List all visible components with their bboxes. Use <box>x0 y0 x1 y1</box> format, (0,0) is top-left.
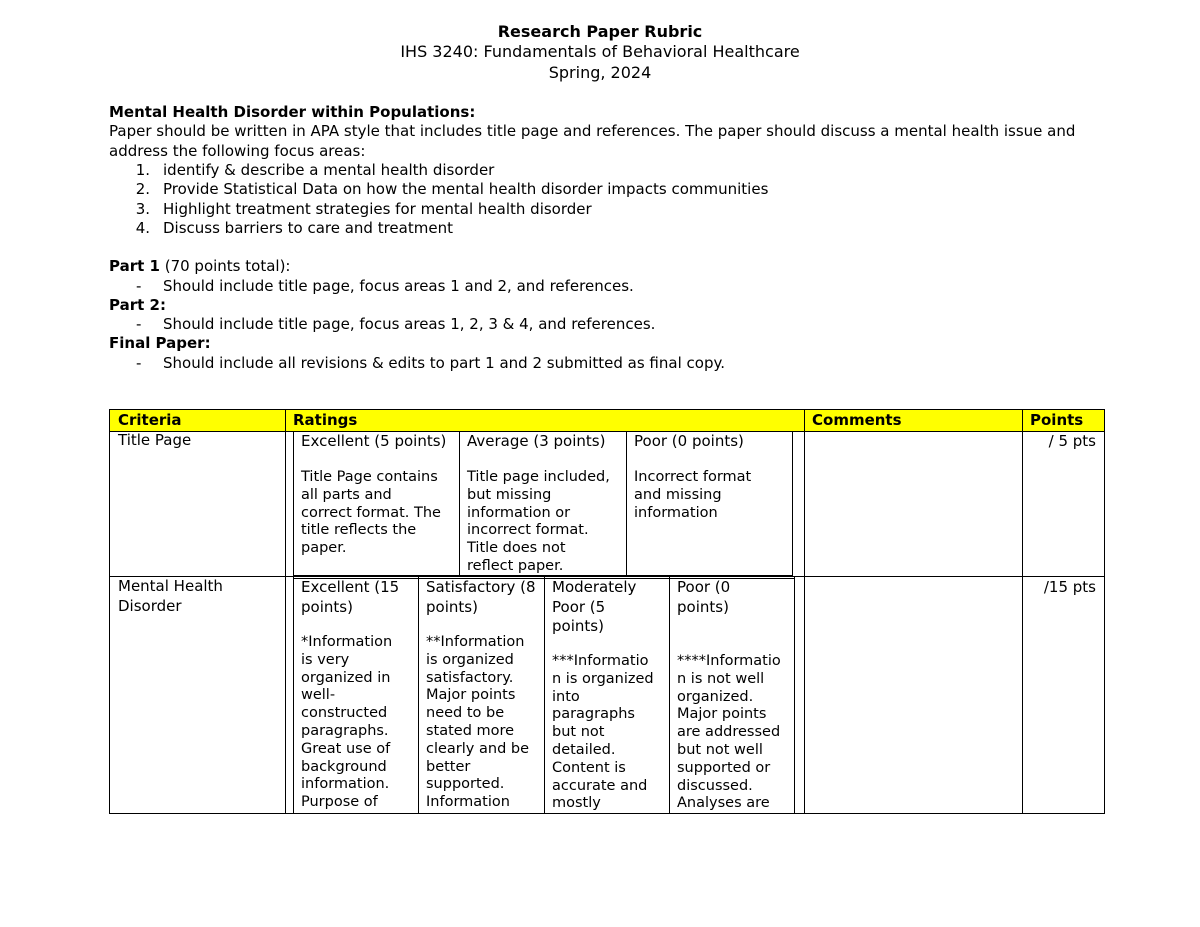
final-paper-heading: Final Paper: <box>109 334 211 352</box>
bullet-dash: - <box>136 315 142 333</box>
focus-area-text: Highlight treatment strategies for mental health disorder <box>163 200 592 218</box>
rating-description: *Information is very organized in well- constructed paragraphs. Great use of background information. Purpose of <box>301 634 393 811</box>
rating-border <box>794 577 795 813</box>
focus-area-number: 4. <box>135 219 150 237</box>
part1-item: Should include title page, focus areas 1 and 2, and references. <box>163 277 634 295</box>
focus-area-number: 3. <box>135 200 150 218</box>
col-divider <box>1022 410 1023 813</box>
rating-border <box>626 431 627 576</box>
rating-description: Title page included, but missing information or incorrect format. Title does not reflect paper. <box>467 469 610 574</box>
rating-border <box>459 431 460 576</box>
rating-description: ****Informatio n is not well organized. Major points are addressed but not well supported or discussed. Analyses are <box>677 653 781 812</box>
rating-border <box>418 577 419 813</box>
part1-label: Part 1 <box>109 257 160 275</box>
rating-title: Poor (0 points) <box>634 432 744 450</box>
rating-title: Satisfactory (8 points) <box>426 578 536 616</box>
part2-item: Should include title page, focus areas 1, 2, 3 & 4, and references. <box>163 315 656 333</box>
rating-title: Excellent (15 points) <box>301 578 400 616</box>
table-header-row <box>110 410 1104 432</box>
intro-line-1: Paper should be written in APA style that includes title page and references. The paper should discuss a mental health issue and <box>109 122 1076 140</box>
rating-border <box>792 431 793 576</box>
points-mental-health-disorder: /15 pts <box>1043 578 1096 596</box>
rating-title: Average (3 points) <box>467 432 606 450</box>
header-criteria: Criteria <box>118 411 182 429</box>
course-name: IHS 3240: Fundamentals of Behavioral Healthcare <box>400 42 800 61</box>
rating-description: Title Page contains all parts and correct format. The title reflects the paper. <box>301 469 441 557</box>
rating-description: Incorrect format and missing information <box>634 469 752 521</box>
part1-heading <box>109 257 290 277</box>
rating-border <box>544 577 545 813</box>
focus-area-text: identify & describe a mental health disorder <box>163 161 495 179</box>
term: Spring, 2024 <box>548 63 652 82</box>
intro-line-2: address the following focus areas: <box>109 142 366 160</box>
rating-title: Poor (0 points) <box>677 578 731 616</box>
focus-area-number: 1. <box>135 161 150 179</box>
focus-area-text: Discuss barriers to care and treatment <box>163 219 453 237</box>
rubric-table <box>109 409 1105 814</box>
col-divider <box>285 410 286 813</box>
rating-border <box>669 577 670 813</box>
row-divider <box>110 576 1104 577</box>
rating-border <box>293 577 294 813</box>
rating-description: **Information is organized satisfactory. Major points need to be stated more clearly and be better supported. Information <box>426 634 530 811</box>
part2-heading: Part 2: <box>109 296 166 314</box>
section-heading: Mental Health Disorder within Populations: <box>109 103 476 121</box>
col-divider <box>804 410 805 813</box>
bullet-dash: - <box>136 354 142 372</box>
criteria-mental-health-disorder: Mental Health Disorder <box>118 577 223 615</box>
focus-area-number: 2. <box>135 180 150 198</box>
header-points: Points <box>1030 411 1084 429</box>
focus-area-text: Provide Statistical Data on how the mental health disorder impacts communities <box>163 180 769 198</box>
header-comments: Comments <box>812 411 902 429</box>
bullet-dash: - <box>136 277 142 295</box>
rating-title: Excellent (5 points) <box>301 432 447 450</box>
final-paper-item: Should include all revisions & edits to part 1 and 2 submitted as final copy. <box>163 354 725 372</box>
document-title: Research Paper Rubric <box>497 22 703 41</box>
criteria-title-page: Title Page <box>118 431 192 449</box>
header-ratings: Ratings <box>293 411 358 429</box>
rating-border <box>293 431 294 576</box>
rating-description: ***Informatio n is organized into paragraphs but not detailed. Content is accurate and mostly <box>552 653 654 812</box>
rating-title: Moderately Poor (5 points) <box>552 578 637 635</box>
points-title-page: / 5 pts <box>1048 432 1096 450</box>
part1-note: (70 points total): <box>159 257 291 275</box>
